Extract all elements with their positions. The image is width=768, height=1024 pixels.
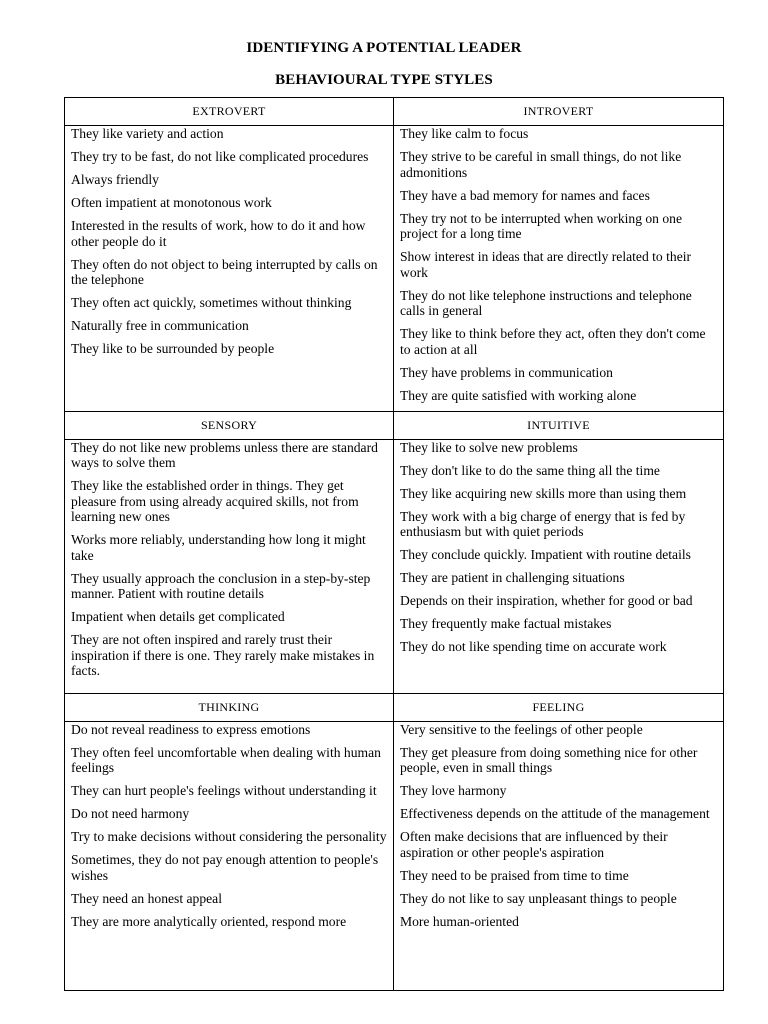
trait-item: They like to be surrounded by people <box>71 341 275 356</box>
section-header-row <box>65 411 724 439</box>
trait-item: They often act quickly, sometimes without thinking <box>71 295 352 310</box>
trait-item: They do not like telephone instructions and telephone calls in general <box>400 287 692 318</box>
trait-item: Sometimes, they do not pay enough attention to people's wishes <box>71 852 379 883</box>
trait-item: They love harmony <box>400 783 507 798</box>
trait-item: They are more analytically oriented, respond more <box>71 913 347 929</box>
section-body-row <box>65 439 724 693</box>
trait-list-right <box>394 439 724 693</box>
behaviour-types-table <box>64 97 724 991</box>
document-subtitle: BEHAVIOURAL TYPE STYLES <box>275 72 493 88</box>
trait-item: They like calm to focus <box>400 126 529 141</box>
trait-item: They often feel uncomfortable when dealing with human feelings <box>71 744 381 775</box>
trait-list-left <box>65 126 394 412</box>
trait-item: They can hurt people's feelings without understanding it <box>71 783 377 798</box>
trait-item: They usually approach the conclusion in a step-by-step manner. Patient with routine details <box>71 570 371 601</box>
trait-item: Always friendly <box>71 172 159 187</box>
trait-item: Depends on their inspiration, whether for good or bad <box>400 593 693 608</box>
trait-item: They are patient in challenging situations <box>400 570 625 585</box>
trait-item: They like to solve new problems <box>400 439 578 455</box>
trait-item: Do not need harmony <box>71 806 190 821</box>
trait-item: They like acquiring new skills more than using them <box>400 485 687 501</box>
trait-item: They frequently make factual mistakes <box>400 616 612 631</box>
trait-list-left <box>65 439 394 693</box>
trait-item: Often impatient at monotonous work <box>71 195 272 210</box>
trait-item: Interested in the results of work, how to do it and how other people do it <box>71 218 366 249</box>
trait-item: More human-oriented <box>400 913 519 929</box>
trait-item: They work with a big charge of energy that is fed by enthusiasm but with quiet periods <box>400 508 686 539</box>
trait-list-content <box>71 126 387 357</box>
type-header-left: SENSORY <box>65 411 394 439</box>
type-header-right: INTUITIVE <box>394 411 724 439</box>
trait-item: Do not reveal readiness to express emotions <box>71 721 311 737</box>
trait-list-right <box>394 126 724 412</box>
document-title: IDENTIFYING A POTENTIAL LEADER <box>246 40 522 56</box>
trait-item: Naturally free in communication <box>71 318 249 333</box>
trait-item: They need an honest appeal <box>71 890 222 906</box>
trait-list-content <box>400 722 717 988</box>
trait-item: Effectiveness depends on the attitude of the management <box>400 806 710 821</box>
trait-item: They like variety and action <box>71 126 224 141</box>
trait-item: They are not often inspired and rarely trust their inspiration if there is one. They rarely make mistakes in facts. <box>71 632 375 678</box>
trait-item: Works more reliably, understanding how long it might take <box>71 532 366 563</box>
trait-item: They try not to be interrupted when working on one project for a long time <box>400 210 683 241</box>
trait-item: They need to be praised from time to time <box>400 867 629 883</box>
type-header-left: EXTROVERT <box>65 98 394 126</box>
section-body-row <box>65 721 724 990</box>
trait-item: They have problems in communication <box>400 364 613 380</box>
section-header-row <box>65 693 724 721</box>
trait-item: They are quite satisfied with working alone <box>400 387 637 403</box>
trait-item: They get pleasure from doing something nice for other people, even in small things <box>400 744 698 775</box>
type-header-left: THINKING <box>65 693 394 721</box>
trait-item: Often make decisions that are influenced by their aspiration or other people's aspiration <box>400 829 668 860</box>
trait-item: They like to think before they act, often they don't come to action at all <box>400 326 706 357</box>
type-header-right: FEELING <box>394 693 724 721</box>
trait-item: They do not like to say unpleasant things to people <box>400 890 677 906</box>
trait-item: Very sensitive to the feelings of other people <box>400 721 643 737</box>
trait-item: Show interest in ideas that are directly related to their work <box>400 249 692 280</box>
trait-list-content <box>400 440 717 655</box>
section-body-row <box>65 126 724 412</box>
trait-list-content <box>71 722 387 988</box>
trait-item: They have a bad memory for names and faces <box>400 187 650 203</box>
trait-list-left <box>65 721 394 990</box>
trait-list-content <box>400 126 717 403</box>
trait-item: They don't like to do the same thing all the time <box>400 462 660 478</box>
trait-item: They like the established order in things. They get pleasure from using already acquired skills, not from learning new ones <box>71 478 359 524</box>
trait-item: They do not like new problems unless there are standard ways to solve them <box>71 439 378 470</box>
trait-item: They conclude quickly. Impatient with routine details <box>400 547 691 562</box>
type-header-right: INTROVERT <box>394 98 724 126</box>
trait-item: Try to make decisions without considering the personality <box>71 829 387 844</box>
trait-item: Impatient when details get complicated <box>71 609 285 624</box>
trait-item: They strive to be careful in small things, do not like admonitions <box>400 149 682 180</box>
trait-list-right <box>394 721 724 990</box>
trait-item: They often do not object to being interrupted by calls on the telephone <box>71 256 378 287</box>
trait-list-content <box>71 440 387 679</box>
trait-item: They do not like spending time on accurate work <box>400 639 667 654</box>
trait-item: They try to be fast, do not like complicated procedures <box>71 149 369 164</box>
section-header-row <box>65 98 724 126</box>
